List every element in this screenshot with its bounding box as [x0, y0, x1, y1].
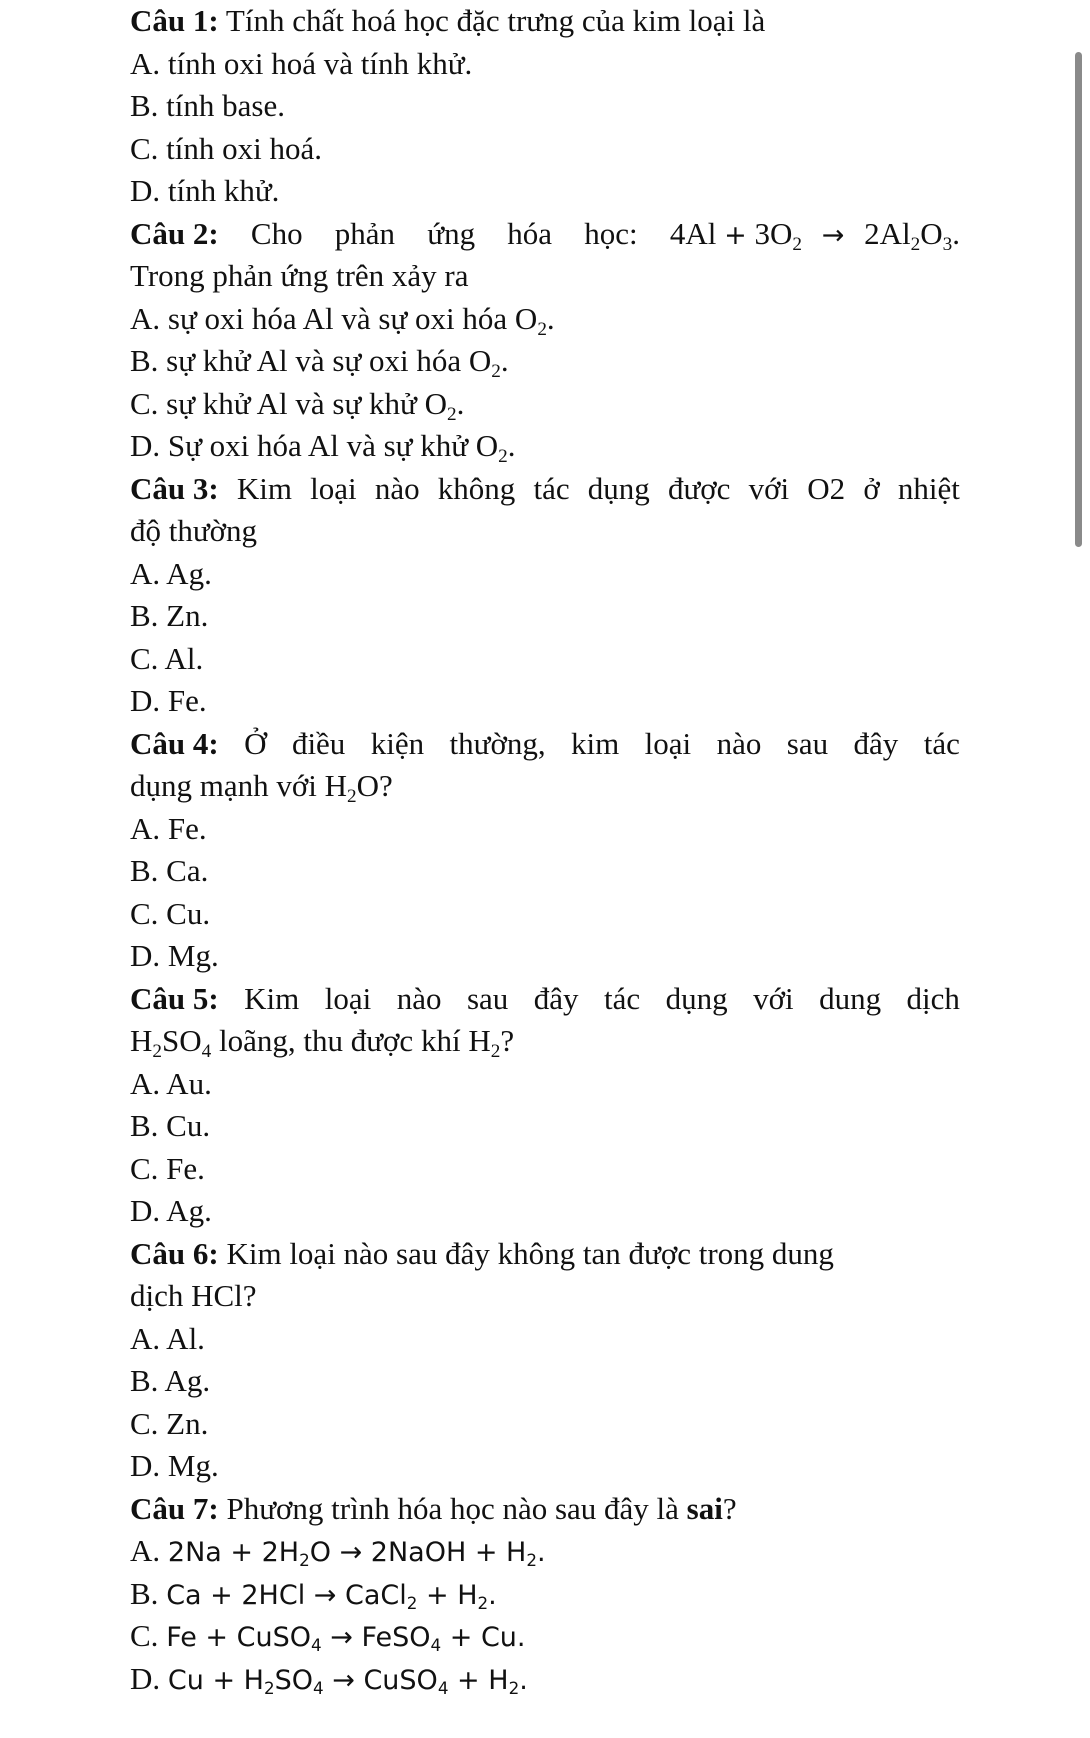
subscript: 2	[263, 1677, 275, 1698]
word: Kim	[244, 980, 300, 1016]
subscript: 2	[490, 1040, 501, 1062]
subscript: 2	[152, 1040, 162, 1062]
formula-part: O	[468, 343, 492, 378]
word: kim	[571, 725, 620, 761]
question-1-stem	[130, 0, 960, 43]
option: D. Ag.	[130, 1193, 212, 1228]
subscript: 4	[311, 1635, 322, 1656]
formula-part: O	[475, 428, 499, 463]
option	[130, 1530, 960, 1573]
equation	[167, 1537, 546, 1571]
emphasis-word: sai	[686, 1490, 723, 1526]
eq-part: Fe + CuSO	[166, 1622, 311, 1653]
option: C. Fe.	[130, 1150, 205, 1186]
period: .	[507, 428, 516, 463]
option-label: C.	[130, 1618, 159, 1653]
option-label: B.	[130, 1575, 159, 1611]
eq-part: + H	[448, 1664, 509, 1696]
period: .	[546, 300, 555, 336]
formula-part: H	[130, 1023, 153, 1058]
option: C. Zn.	[130, 1405, 209, 1441]
option	[130, 383, 960, 426]
subscript: 2	[347, 785, 357, 807]
word: hóa	[507, 215, 553, 251]
option: A. Al.	[130, 1320, 205, 1356]
eq-part: → FeSO	[321, 1622, 431, 1653]
question-text: dụng mạnh với	[130, 768, 317, 803]
option	[130, 298, 960, 341]
option: C. tính oxi hoá.	[130, 130, 323, 166]
formula-part: SO	[162, 1023, 202, 1058]
question-text: loãng, thu được khí	[219, 1023, 461, 1058]
subscript: 2	[508, 1677, 520, 1698]
option-label: D.	[130, 1660, 161, 1696]
option: A. tính oxi hoá và tính khử.	[130, 45, 473, 81]
formula-part: H	[468, 1023, 491, 1058]
eq-part: .	[519, 1664, 528, 1696]
subscript: 2	[477, 1592, 489, 1613]
question-number: Câu 7:	[130, 1490, 219, 1526]
subscript: 2	[526, 1550, 538, 1571]
arrow-icon: →	[821, 219, 845, 251]
question-text-line2: Trong phản ứng trên xảy ra	[130, 258, 469, 293]
option: B. Zn.	[130, 598, 209, 633]
option: A. Ag.	[130, 555, 212, 591]
word: dịch	[906, 980, 960, 1016]
question-number: Câu 2:	[130, 215, 219, 251]
period: .	[500, 343, 509, 378]
word: được	[667, 470, 731, 506]
equation	[168, 1665, 528, 1696]
period: .	[952, 215, 960, 251]
vertical-scrollbar[interactable]	[1075, 52, 1082, 547]
question-mark: ?	[379, 768, 393, 803]
word: với	[748, 470, 790, 506]
subscript: 2	[491, 360, 501, 382]
reactant-al: 4Al	[669, 215, 717, 251]
option: C. Al.	[130, 640, 204, 676]
equation	[166, 1622, 526, 1656]
option: A. Fe.	[130, 810, 207, 846]
question-number: Câu 1:	[130, 3, 219, 38]
word: ứng	[427, 215, 476, 251]
option	[130, 1615, 960, 1658]
word: đây	[853, 725, 899, 761]
word: sau	[786, 725, 829, 761]
question-text: Kim loại nào sau đây không tan được trong dung	[226, 1235, 834, 1271]
option-text: A. sự oxi hóa Al và sự oxi hóa	[130, 300, 508, 336]
formula-part: 2Al	[864, 215, 911, 251]
word: không	[437, 470, 516, 506]
option: B. Cu.	[130, 1108, 211, 1143]
word: dung	[819, 980, 882, 1016]
subscript: 2	[792, 233, 802, 255]
word: với	[753, 980, 794, 1016]
subscript: 4	[430, 1635, 442, 1656]
word: tác	[533, 470, 570, 506]
question-3-stem	[130, 468, 960, 511]
product-al2o3	[864, 215, 960, 255]
plus-sign: +	[724, 219, 747, 251]
period: .	[456, 385, 465, 421]
question-text-line2: độ thường	[130, 513, 258, 548]
word: loại	[644, 725, 692, 761]
eq-part: .	[537, 1537, 546, 1568]
option: B. tính base.	[130, 88, 285, 123]
option: B. Ca.	[130, 853, 209, 888]
formula-part: O	[356, 768, 380, 803]
option: D. Mg.	[130, 938, 219, 973]
question-mark: ?	[722, 1490, 737, 1526]
eq-part: 2Na + 2H	[167, 1537, 300, 1568]
formula-part: O	[920, 215, 943, 251]
subscript: 2	[910, 233, 921, 255]
option-text: B. sự khử Al và sự oxi hóa	[130, 343, 462, 378]
option	[130, 425, 960, 468]
question-5-stem	[130, 978, 960, 1021]
option	[130, 340, 960, 383]
question-7-stem	[130, 1488, 960, 1531]
question-number: Câu 4:	[130, 725, 219, 761]
eq-part: + Cu.	[441, 1622, 526, 1653]
word: đây	[533, 980, 579, 1016]
option	[130, 1573, 960, 1616]
eq-part: Cu + H	[167, 1664, 264, 1696]
question-6-stem	[130, 1233, 960, 1276]
eq-part: O → 2NaOH + H	[309, 1537, 527, 1568]
subscript: 4	[437, 1677, 449, 1698]
quiz-content	[130, 0, 960, 1700]
question-number: Câu 3:	[130, 470, 219, 506]
eq-part: Ca + 2HCl → CaCl	[166, 1579, 407, 1611]
word: điều	[291, 725, 346, 761]
subscript: 4	[201, 1040, 212, 1062]
eq-part: + H	[417, 1579, 478, 1611]
word: tác	[923, 725, 960, 761]
question-2-stem	[130, 213, 960, 256]
subscript: 2	[299, 1550, 310, 1571]
question-text-line2	[130, 765, 960, 808]
option: B. Ag.	[130, 1363, 211, 1398]
eq-part: → CuSO	[323, 1664, 438, 1696]
formula-part: O	[514, 300, 538, 336]
option-label: A.	[130, 1533, 161, 1568]
subscript: 2	[498, 445, 508, 467]
word: phản	[334, 215, 396, 251]
word: O2	[807, 470, 846, 506]
option: D. tính khử.	[130, 173, 280, 208]
eq-part: .	[488, 1579, 497, 1611]
word: loại	[324, 980, 372, 1016]
word: học:	[584, 215, 638, 251]
subscript: 2	[537, 318, 547, 340]
question-text: Phương trình hóa học nào sau đây là	[226, 1490, 679, 1526]
option	[130, 1658, 960, 1701]
formula-part: H	[324, 768, 348, 803]
question-text-line2	[130, 1020, 960, 1063]
option: C. Cu.	[130, 895, 211, 931]
formula-part: O	[424, 385, 447, 421]
word: ở	[863, 470, 880, 506]
word: Ở	[244, 725, 267, 761]
word: loại	[310, 470, 357, 506]
word: thường,	[449, 725, 546, 761]
word: sau	[466, 980, 509, 1016]
eq-part: SO	[274, 1664, 313, 1696]
question-4-stem	[130, 723, 960, 766]
question-mark: ?	[500, 1023, 515, 1058]
word: Kim	[236, 470, 292, 506]
word: nào	[396, 980, 442, 1016]
option: D. Fe.	[130, 683, 207, 718]
word: dụng	[665, 980, 728, 1016]
word: nào	[716, 725, 762, 761]
question-number: Câu 6:	[130, 1235, 219, 1271]
subscript: 2	[406, 1592, 418, 1613]
subscript: 4	[313, 1677, 324, 1698]
option-text: C. sự khử Al và sự khử	[130, 385, 417, 421]
word: nào	[374, 470, 420, 506]
word: nhiệt	[897, 470, 960, 506]
equation	[166, 1580, 497, 1611]
question-text-line2: dịch HCl?	[130, 1278, 257, 1313]
option: D. Mg.	[130, 1448, 219, 1483]
question-number: Câu 5:	[130, 980, 219, 1016]
word: kiện	[370, 725, 425, 761]
formula-part: 3O	[754, 215, 793, 251]
reaction-equation	[670, 213, 960, 256]
reactant-o2	[754, 215, 802, 255]
word: dụng	[587, 470, 650, 506]
subscript: 2	[446, 403, 457, 425]
word: Cho	[250, 215, 303, 251]
subscript: 3	[942, 233, 953, 255]
option: A. Au.	[130, 1065, 212, 1101]
word: tác	[604, 980, 641, 1016]
question-text: Tính chất hoá học đặc trưng của kim loại là	[225, 3, 766, 38]
option-text: D. Sự oxi hóa Al và sự khử	[130, 428, 469, 463]
